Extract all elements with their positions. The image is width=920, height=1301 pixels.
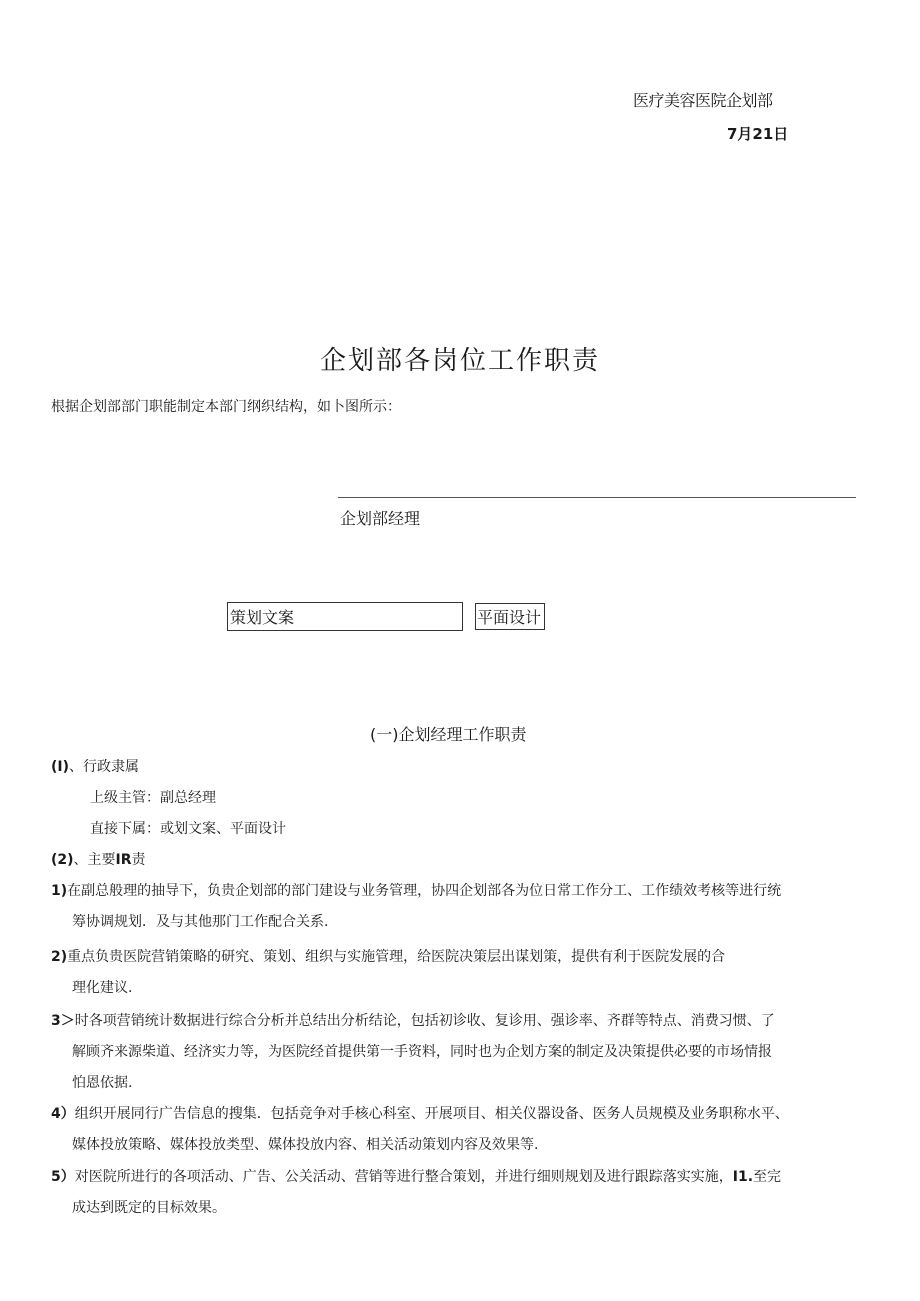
page-title: 企划部各岗位工作职责 (319, 346, 600, 376)
superior-line: 上级主管：副总经理 (90, 790, 216, 806)
heading-admin (51, 756, 139, 776)
intro-text: 根据企划部部门职能制定本部门纲织结构，如卜图所示： (51, 399, 401, 415)
subordinate-line: 直接下属：或划文案、平面设计 (90, 821, 286, 837)
list-item-line: 重点负贵医院营销策略的研究、策划、组织与实施管理，给医院决策层出谋划策，提供有利于医院发展的合 (67, 949, 726, 965)
list-item-num: 5） (51, 1169, 75, 1185)
header-date: 7月21日 (727, 125, 789, 143)
heading-duties-text-a: 、主要 (73, 852, 116, 868)
org-chart-box-copywriting: 策划文案 (227, 602, 463, 631)
list-item (51, 1166, 781, 1186)
list-item-num: 3＞ (51, 1013, 75, 1029)
heading-duties (51, 849, 146, 869)
list-item (51, 880, 781, 900)
list-item-line: 对医院所进行的各项活动、广告、公关活动、营销等进行整合策划，并进行细则规划及进行跟踪落实实施， (74, 1169, 733, 1185)
list-item-num: 1) (51, 883, 68, 899)
list-item (51, 946, 725, 966)
org-chart-top-line (338, 497, 856, 498)
list-item-cont: 解顾齐来源柴道、经济实力等，为医院经首提供第一手资料，同时也为企划方案的制定及决策提供必要的市场情报 (72, 1044, 772, 1060)
list-item-cont: 理化建议. (72, 980, 133, 996)
heading-admin-num: (I) (51, 759, 70, 775)
list-item-line: 时各项营销统计数据进行综合分析并总结出分析结论，包括初诊收、复诊用、强诊率、齐群等特点、消费习惯、了 (74, 1013, 775, 1029)
list-item-ref: I1. (732, 1169, 754, 1185)
heading-admin-text: 、行政隶属 (69, 759, 140, 775)
org-chart-manager: 企划部经理 (340, 509, 421, 528)
org-chart-box-design: 平面设计 (475, 603, 545, 630)
header-org: 医疗美容医院企划部 (633, 91, 773, 110)
list-item-line: 在副总般理的抽导下，负贵企划部的部门建设与业务管理，协四企划部各为位日常工作分工、工作绩效考核等进行统 (67, 883, 782, 899)
list-item (51, 1103, 789, 1123)
heading-duties-text-b: IR (115, 852, 132, 868)
section-heading: (一)企划经理工作职责 (370, 725, 527, 744)
list-item-line: 组织开展同行广告信息的搜集．包括竞争对手核心科室、开展项目、相关仪器设备、医务人员规模及业务职称水平、 (74, 1106, 789, 1122)
list-item-num: 4） (51, 1106, 75, 1122)
heading-duties-text-c: 责 (131, 852, 146, 868)
list-item (51, 1010, 775, 1030)
list-item-cont: 成达到既定的目标效果。 (72, 1200, 226, 1216)
list-item-cont: 媒体投放策略、媒体投放类型、媒体投放内容、相关活动策划内容及效果等. (72, 1137, 539, 1153)
heading-duties-num: (2) (51, 852, 74, 868)
list-item-line-end: 至完 (753, 1169, 782, 1185)
list-item-num: 2) (51, 949, 68, 965)
list-item-cont: 筹协调规划．及与其他那门工作配合关系. (72, 914, 329, 930)
list-item-cont: 怕恩依据. (72, 1075, 133, 1091)
